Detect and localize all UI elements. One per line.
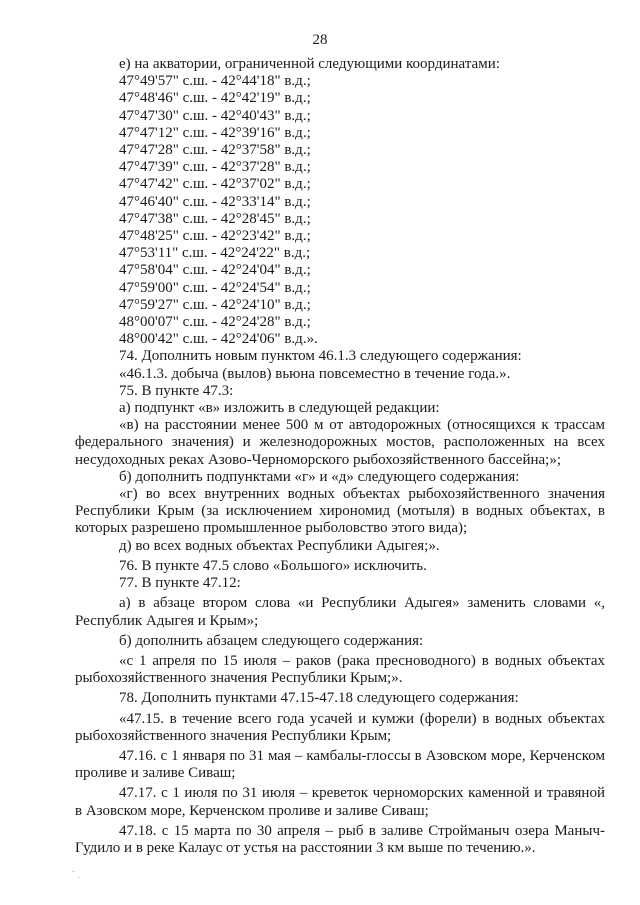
coordinate-item: 47°53'11" с.ш. - 42°24'22" в.д.;	[119, 245, 311, 262]
item-78-16: 47.16. с 1 января по 31 мая – камбалы-глоссы в Азовском море, Керченском проливе и заливе Сиваш;	[75, 747, 605, 782]
item-75-b: б) дополнить подпунктами «г» и «д» следующего содержания:	[119, 468, 520, 485]
coordinate-item: 47°59'27" с.ш. - 42°24'10" в.д.;	[119, 296, 311, 313]
coordinates-list	[75, 73, 605, 348]
item-75-b-g: «г) во всех внутренних водных объектах рыбохозяйственного значения Республики Крым (за исключением хирономид (мотыля) в водных объектах, в которых разрешено промышленное рыболовство этого вида);	[75, 486, 605, 537]
item-77-b: б) дополнить абзацем следующего содержания:	[119, 632, 424, 649]
item-74: 74. Дополнить новым пунктом 46.1.3 следующего содержания:	[119, 348, 522, 365]
item-75-b-d: д) во всех водных объектах Республики Адыгея;».	[119, 537, 440, 554]
item-75: 75. В пункте 47.3:	[119, 382, 234, 399]
item-76: 76. В пункте 47.5 слово «Большого» исключить.	[119, 557, 427, 574]
scan-speck: ˘ .	[72, 870, 81, 881]
coordinate-item: 47°47'12" с.ш. - 42°39'16" в.д.;	[119, 124, 311, 141]
coordinate-item: 47°47'30" с.ш. - 42°40'43" в.д.;	[119, 107, 311, 124]
item-78: 78. Дополнить пунктами 47.15-47.18 следующего содержания:	[119, 690, 519, 707]
coordinate-item: 47°58'04" с.ш. - 42°24'04" в.д.;	[119, 262, 311, 279]
coordinate-item: 47°59'00" с.ш. - 42°24'54" в.д.;	[119, 279, 311, 296]
item-78-17: 47.17. с 1 июля по 31 июля – креветок черноморских каменной и травяной в Азовском море, Керченском проливе и заливе Сиваш;	[75, 785, 605, 819]
item-74-text: «46.1.3. добыча (вылов) вьюна повсеместно в течение года.».	[119, 365, 511, 382]
coordinate-item: 47°47'38" с.ш. - 42°28'45" в.д.;	[119, 210, 311, 227]
coordinate-item: 47°47'42" с.ш. - 42°37'02" в.д.;	[119, 176, 311, 193]
coordinate-item: 47°47'28" с.ш. - 42°37'58" в.д.;	[119, 142, 311, 159]
item-77-b-text: «с 1 апреля по 15 июля – раков (рака пресноводного) в водных объектах рыбохозяйственного значения Республики Крым;».	[75, 652, 605, 687]
item-77-a: а) в абзаце втором слова «и Республики Адыгея» заменить словами «, Республик Адыгея и Крым»;	[75, 595, 605, 629]
item-75-a-text: «в) на расстоянии менее 500 м от автодорожных (относящихся к трассам федерального значения) и железнодорожных мостов, расположенных на всех несудоходных реках Азово-Черноморского рыбохозяйственного бассейна;»;	[75, 417, 605, 468]
coordinate-item: 47°46'40" с.ш. - 42°33'14" в.д.;	[119, 193, 311, 210]
coordinate-item: 47°48'25" с.ш. - 42°23'42" в.д.;	[119, 228, 311, 245]
page-number: 28	[312, 32, 328, 48]
item-77: 77. В пункте 47.12:	[119, 575, 241, 592]
coordinate-item: 48°00'42" с.ш. - 42°24'06" в.д.».	[119, 331, 318, 348]
document-body	[75, 56, 605, 857]
coordinate-item: 47°47'39" с.ш. - 42°37'28" в.д.;	[119, 159, 311, 176]
item-78-18: 47.18. с 15 марта по 30 апреля – рыб в заливе Стройманыч озера Маныч-Гудило и в реке Калаус от устья на расстоянии 3 км выше по течению.».	[75, 822, 605, 856]
coordinate-item: 48°00'07" с.ш. - 42°24'28" в.д.;	[119, 314, 311, 331]
item-78-15: «47.15. в течение всего года усачей и кумжи (форели) в водных объектах рыбохозяйственного значения Республики Крым;	[75, 710, 605, 744]
coordinate-item: 47°48'46" с.ш. - 42°42'19" в.д.;	[119, 90, 311, 107]
coordinate-item: 47°49'57" с.ш. - 42°44'18" в.д.;	[119, 73, 311, 90]
coordinates-intro: е) на акватории, ограниченной следующими координатами:	[119, 56, 500, 72]
item-75-a: а) подпункт «в» изложить в следующей редакции:	[119, 400, 440, 417]
